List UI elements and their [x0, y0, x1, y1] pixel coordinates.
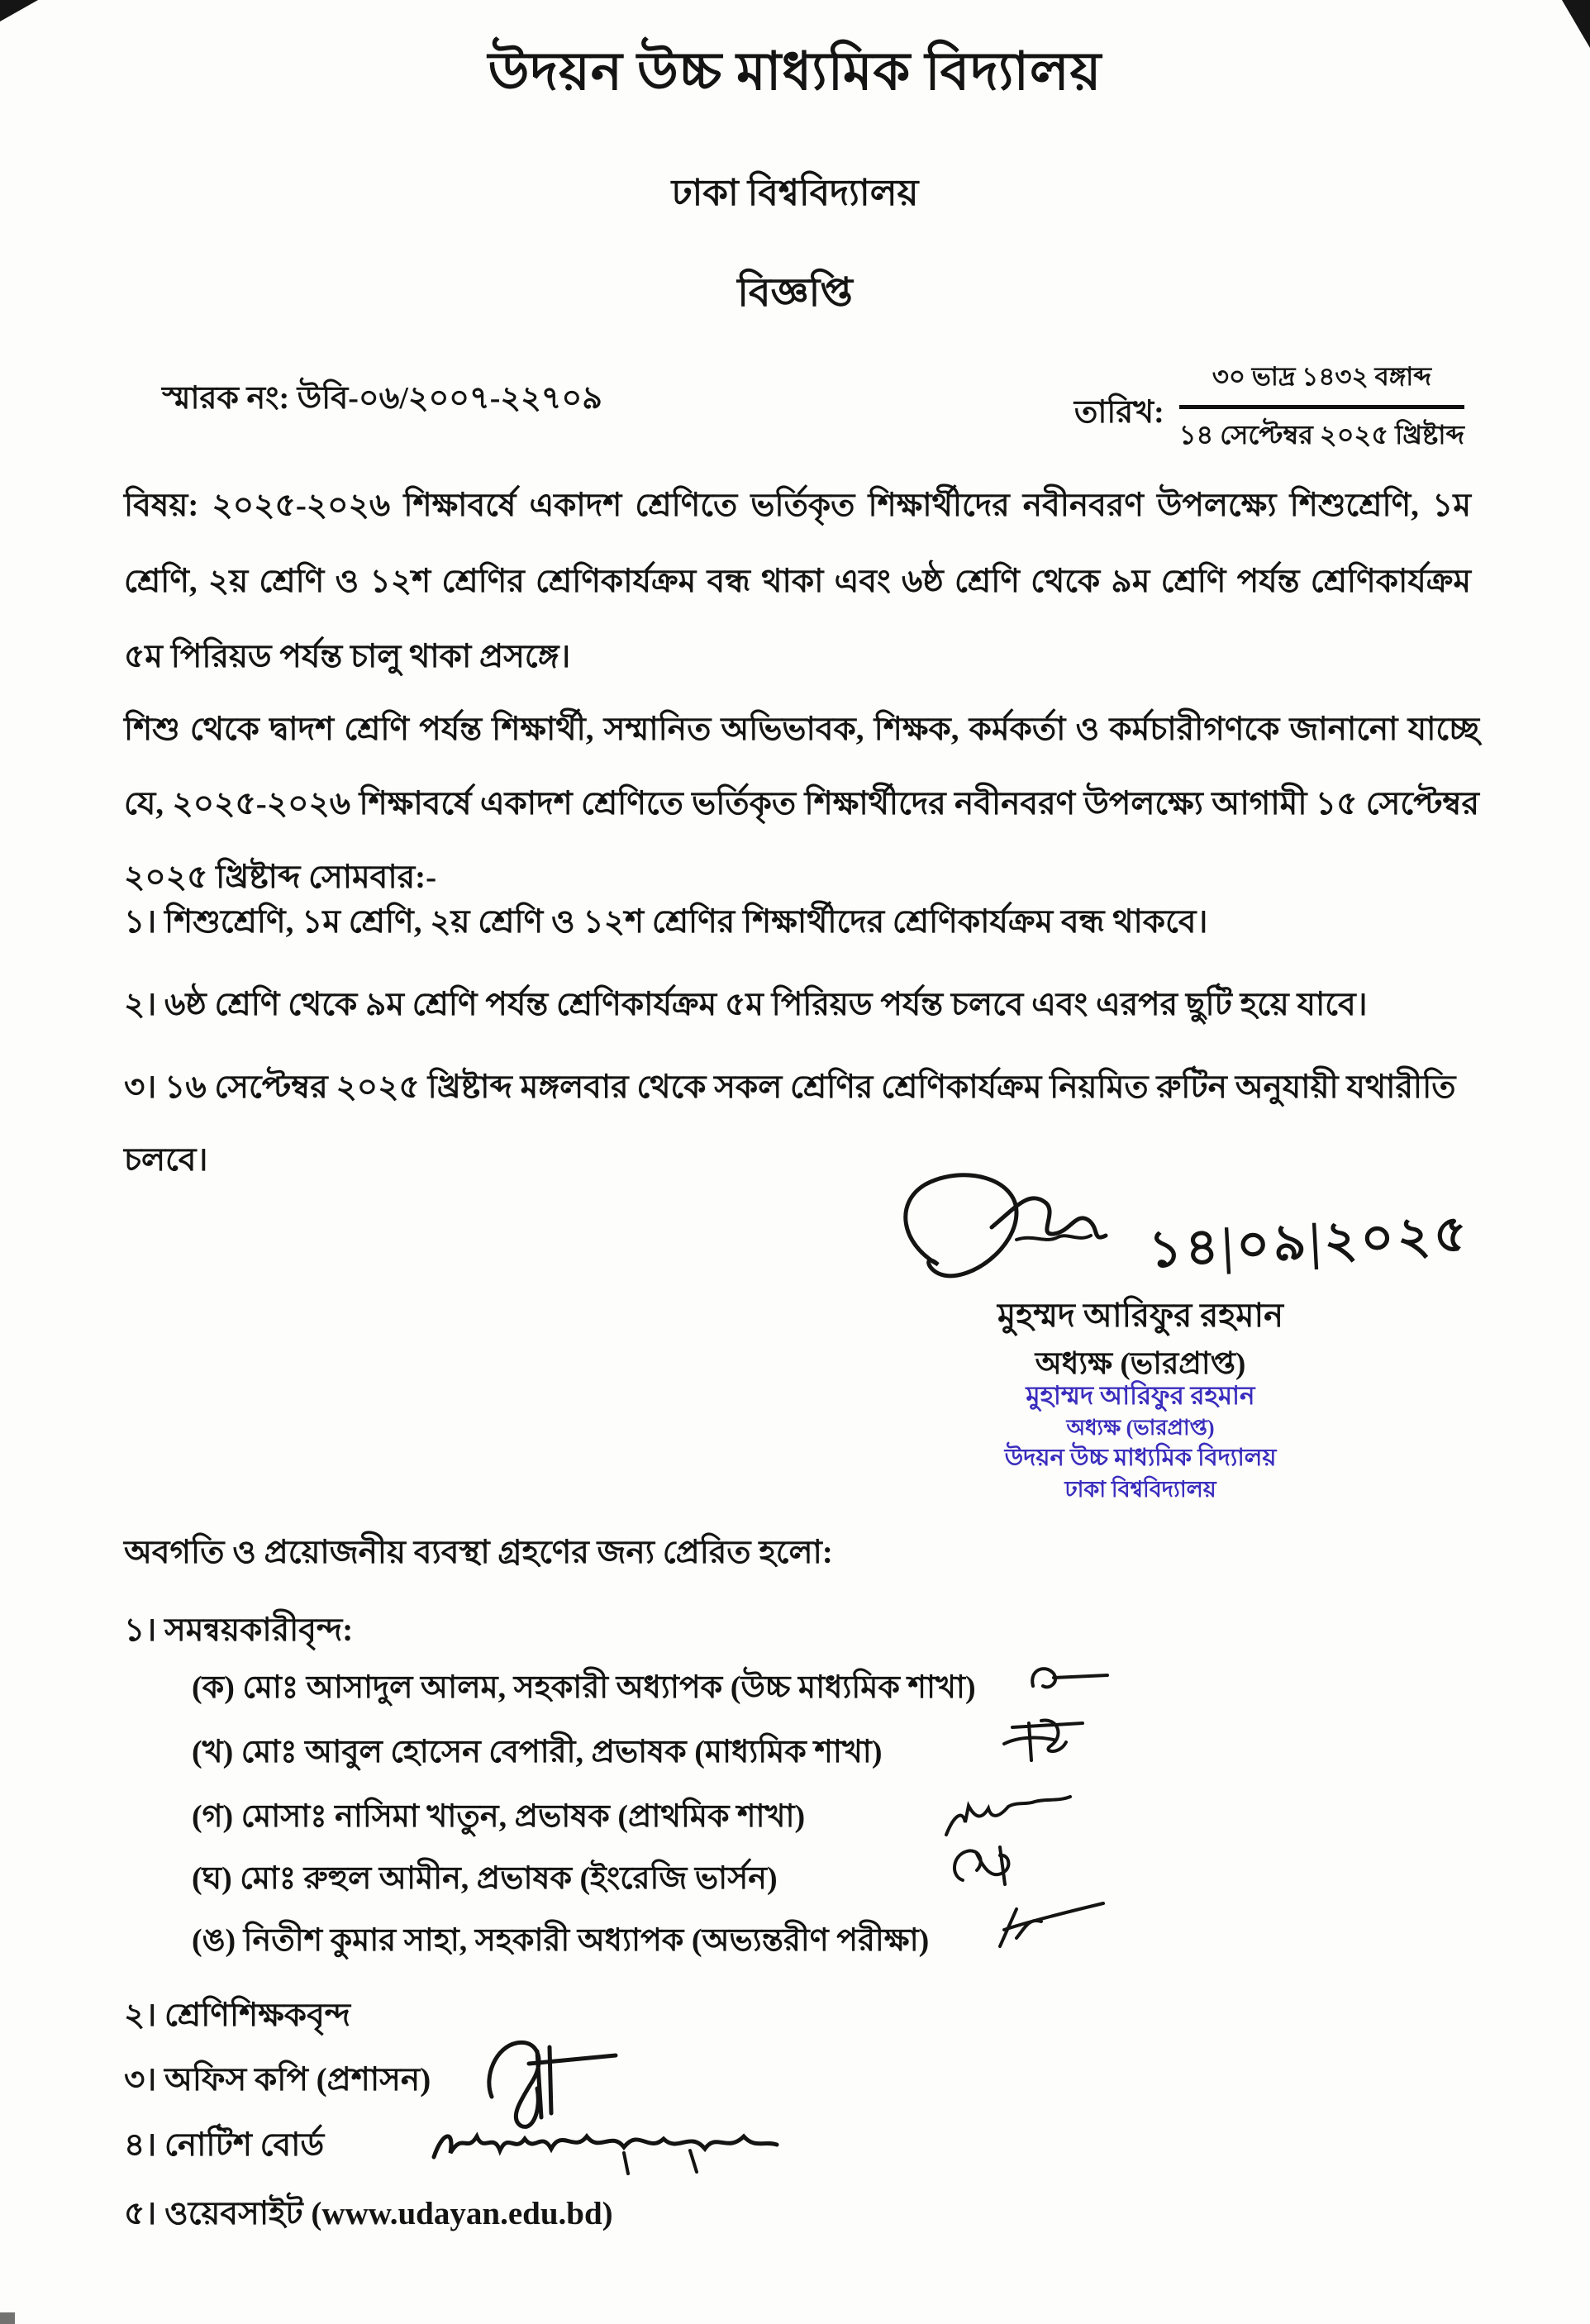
- university-name: ঢাকা বিশ্ববিদ্যালয়: [671, 173, 919, 213]
- coordinator-ka: (ক) মোঃ আসাদুল আলম, সহকারী অধ্যাপক (উচ্চ মাধ্যমিক শাখা): [192, 1670, 976, 1705]
- distribution-item-3: ৩। অফিস কপি (প্রশাসন): [124, 2062, 431, 2098]
- handwritten-date: ১৪|০৯|২০২৫: [1147, 1205, 1472, 1279]
- distribution-item-5: ৫। ওয়েবসাইট (www.udayan.edu.bd): [124, 2196, 613, 2231]
- body-paragraph: শিশু থেকে দ্বাদশ শ্রেণি পর্যন্ত শিক্ষার্থী, সম্মানিত অভিভাবক, শিক্ষক, কর্মকর্তা ও কর্মচারীগণকে জানানো যাচ্ছে যে, ২০২৫-২০২৬ শিক্ষাবর্ষে একাদশ শ্রেণিতে ভর্তিকৃত শিক্ষার্থীদের নবীনবরণ উপলক্ষ্যে আগামী ১৫ সেপ্টেম্বর ২০২৫ খ্রিষ্টাব্দ সোমবার:-: [124, 712, 1479, 896]
- distribution-item-1: ১। সমন্বয়কারীবৃন্দ:: [124, 1612, 354, 1648]
- date-block: [1074, 357, 1464, 459]
- date-gregorian: ১৪ সেপ্টেম্বর ২০২৫ খ্রিষ্টাব্দ: [1178, 420, 1464, 450]
- notice-board-signature-ink: [417, 2107, 797, 2186]
- memo-number: স্মারক নং: উবি-০৬/২০০৭-২২৭০৯: [162, 381, 602, 416]
- stamp-university: ঢাকা বিশ্ববিদ্যালয়: [1064, 1477, 1216, 1503]
- distribution-item-4: ৪। নোটিশ বোর্ড: [124, 2127, 325, 2163]
- date-label: তারিখ:: [1073, 394, 1164, 430]
- coordinator-uma: (ঙ) নিতীশ কুমার সাহা, সহকারী অধ্যাপক (অভ্যন্তরীণ পরীক্ষা): [192, 1923, 930, 1958]
- point-2: ২। ৬ষ্ঠ শ্রেণি থেকে ৯ম শ্রেণি পর্যন্ত শ্রেণিকার্যক্রম ৫ম পিরিয়ড পর্যন্ত চলবে এবং এরপর ছুটি হয়ে যাবে।: [124, 987, 1368, 1022]
- coordinator-gha: (ঘ) মোঃ রুহুল আমীন, প্রভাষক (ইংরেজি ভার্সন): [192, 1861, 778, 1896]
- notice-title: বিজ্ঞপ্তি: [737, 271, 853, 315]
- signer-title: অধ্যক্ষ (ভারপ্রাপ্ত): [1035, 1347, 1246, 1381]
- subject-line: বিষয়: ২০২৫-২০২৬ শিক্ষাবর্ষে একাদশ শ্রেণিতে ভর্তিকৃত শিক্ষার্থীদের নবীনবরণ উপলক্ষ্যে শিশুশ্রেণি, ১ম শ্রেণি, ২য় শ্রেণি ও ১২শ শ্রেণির শ্রেণিকার্যক্রম বন্ধ থাকা এবং ৬ষ্ঠ শ্রেণি থেকে ৯ম শ্রেণি পর্যন্ত শ্রেণিকার্যক্রম ৫ম পিরিয়ড পর্যন্ত চালু থাকা প্রসঙ্গে।: [124, 488, 1471, 675]
- coordinator-kha: (খ) মোঃ আবুল হোসেন বেপারী, প্রভাষক (মাধ্যমিক শাখা): [192, 1735, 883, 1769]
- coordinator-kha-signature-ink: [983, 1703, 1132, 1777]
- scan-artifact-top-left: [0, 0, 38, 21]
- stamp-name: মুহাম্মদ আরিফুর রহমান: [1026, 1381, 1255, 1410]
- scan-artifact-bottom-left: [0, 2312, 15, 2324]
- stamp-school: উদয়ন উচ্চ মাধ্যমিক বিদ্যালয়: [1004, 1444, 1277, 1471]
- point-3: ৩। ১৬ সেপ্টেম্বর ২০২৫ খ্রিষ্টাব্দ মঙ্গলবার থেকে সকল শ্রেণির শ্রেণিকার্যক্রম নিয়মিত রুটিন অনুযায়ী যথারীতি চলবে।: [124, 1069, 1456, 1178]
- distribution-item-2: ২। শ্রেণিশিক্ষকবৃন্দ: [124, 1998, 351, 2033]
- signer-name: মুহম্মদ আরিফুর রহমান: [997, 1297, 1283, 1334]
- date-values: [1179, 357, 1464, 459]
- coordinator-ga: (গ) মোসাঃ নাসিমা খাতুন, প্রভাষক (প্রাথমিক শাখা): [192, 1799, 806, 1834]
- point-1: ১। শিশুশ্রেণি, ১ম শ্রেণি, ২য় শ্রেণি ও ১২শ শ্রেণির শিক্ষার্থীদের শ্রেণিকার্যক্রম বন্ধ থাকবে।: [124, 904, 1208, 940]
- school-name: উদয়ন উচ্চ মাধ্যমিক বিদ্যালয়: [488, 42, 1102, 101]
- stamp-title: অধ্যক্ষ (ভারপ্রাপ্ত): [1066, 1415, 1215, 1440]
- coordinator-uma-signature-ink: [979, 1888, 1128, 1963]
- distribution-heading: অবগতি ও প্রয়োজনীয় ব্যবস্থা গ্রহণের জন্য প্রেরিত হলো:: [124, 1535, 833, 1570]
- principal-stamp: [876, 1379, 1405, 1505]
- date-bangla: ৩০ ভাদ্র ১৪৩২ বঙ্গাব্দ: [1212, 362, 1432, 391]
